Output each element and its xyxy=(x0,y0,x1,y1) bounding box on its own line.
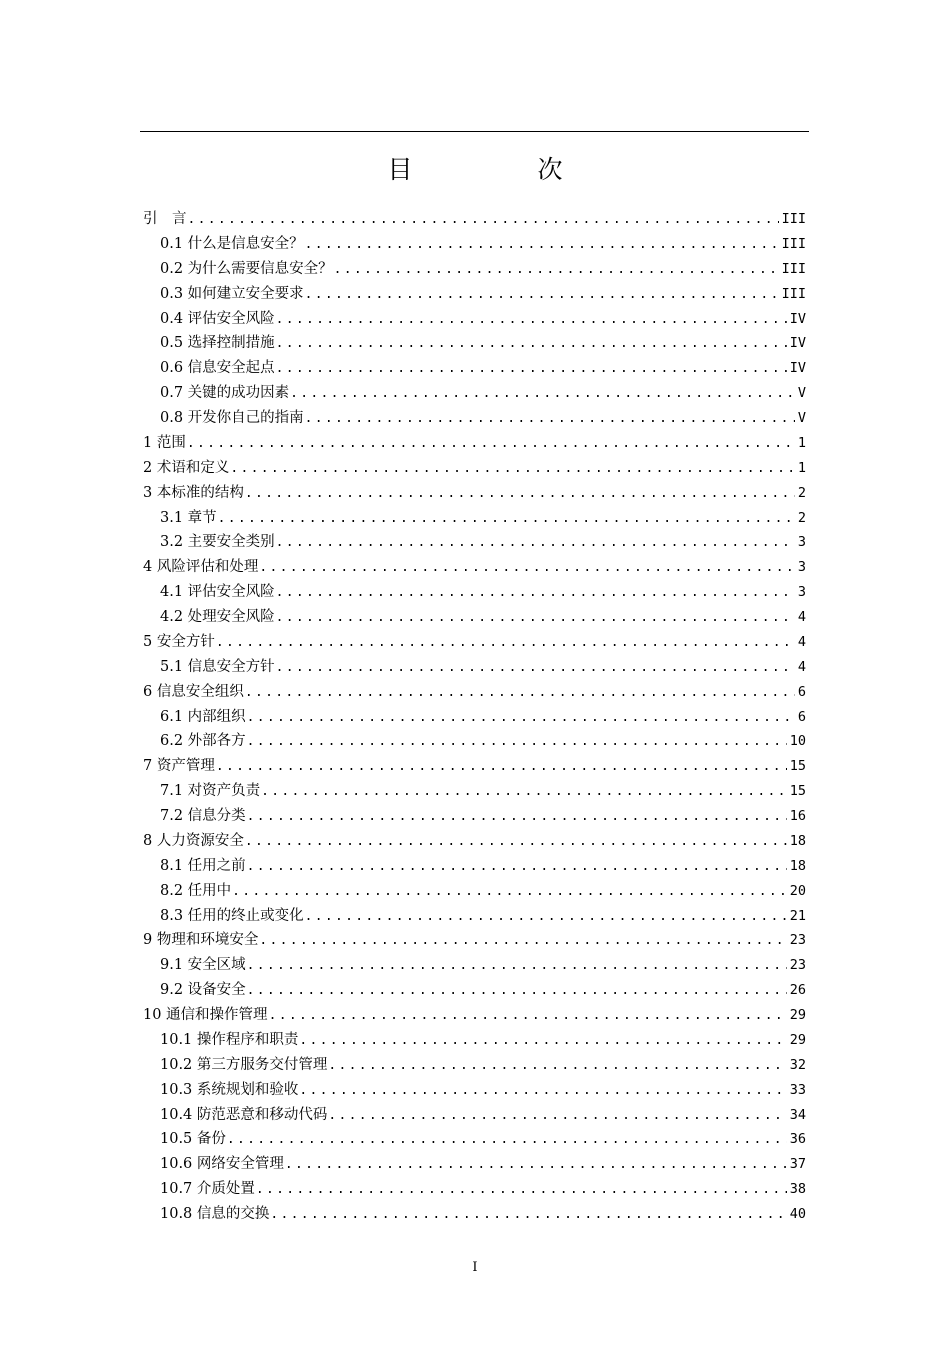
toc-leader-dots xyxy=(299,1079,786,1103)
toc-leader-dots xyxy=(299,1029,786,1053)
toc-leader-dots xyxy=(187,432,795,456)
toc-leader-dots xyxy=(276,332,787,356)
toc-entry[interactable] xyxy=(143,1078,806,1103)
toc-leader-dots xyxy=(247,954,787,978)
toc-entry-page: 4 xyxy=(797,609,806,625)
toc-entry-page: 37 xyxy=(789,1156,806,1173)
toc-entry-page: 6 xyxy=(797,683,806,700)
toc-leader-dots xyxy=(188,208,779,232)
toc-entry-page: 3 xyxy=(797,534,806,551)
toc-entry-page: IV xyxy=(789,335,806,352)
toc-leader-dots xyxy=(269,1004,787,1028)
toc-entry[interactable] xyxy=(143,356,806,381)
toc-entry-label: 9.1 安全区域 xyxy=(160,957,246,974)
toc-entry-page: 20 xyxy=(789,882,806,899)
toc-entry-label: 10 通信和操作管理 xyxy=(143,1007,268,1023)
toc-leader-dots xyxy=(276,308,787,332)
toc-entry-page: 33 xyxy=(789,1081,806,1098)
toc-leader-dots xyxy=(334,258,779,282)
toc-leader-dots xyxy=(218,507,795,531)
toc-leader-dots xyxy=(305,407,795,431)
toc-entry-label: 0.8 开发你自己的指南 xyxy=(160,410,304,426)
toc-leader-dots xyxy=(216,631,795,655)
toc-entry-label: 0.3 如何建立安全要求 xyxy=(160,285,304,302)
toc-entry[interactable] xyxy=(143,1053,806,1078)
toc-entry[interactable] xyxy=(143,282,806,307)
toc-entry-label: 0.2 为什么需要信息安全？ xyxy=(160,260,333,277)
toc-entry-page: III xyxy=(781,235,806,252)
toc-entry-label: 3.1 章节 xyxy=(160,509,217,526)
toc-entry-label: 10.2 第三方服务交付管理 xyxy=(160,1056,328,1073)
toc-entry[interactable] xyxy=(143,1152,806,1177)
toc-leader-dots xyxy=(259,929,786,953)
page-number: I xyxy=(472,1260,478,1275)
toc-entry-page: V xyxy=(797,385,806,402)
toc-entry-page: 3 xyxy=(797,559,806,576)
toc-entry[interactable] xyxy=(143,530,806,555)
toc-entry-label: 3 本标准的结构 xyxy=(143,484,244,501)
toc-entry[interactable] xyxy=(143,879,806,904)
header-rule xyxy=(140,131,809,132)
toc-entry-label: 5 安全方针 xyxy=(143,633,215,650)
toc-leader-dots xyxy=(247,979,787,1003)
toc-entry-label: 10.8 信息的交换 xyxy=(160,1206,270,1222)
toc-entry-page: IV xyxy=(789,360,806,377)
toc-entry[interactable] xyxy=(143,1003,806,1028)
toc-entry-label: 10.6 网络安全管理 xyxy=(160,1156,284,1173)
toc-entry-page: 4 xyxy=(797,658,806,675)
toc-entry-page: 2 xyxy=(797,509,806,526)
toc-entry-label: 引 言 xyxy=(143,211,187,227)
toc-leader-dots xyxy=(247,855,787,879)
toc-entry-label: 8.1 任用之前 xyxy=(160,857,246,874)
toc-entry[interactable] xyxy=(143,580,806,605)
toc-entry-page: III xyxy=(781,285,806,302)
toc-entry-label: 10.5 备份 xyxy=(160,1131,226,1148)
toc-leader-dots xyxy=(276,531,795,555)
toc-leader-dots xyxy=(227,1128,787,1152)
toc-leader-dots xyxy=(276,357,787,381)
toc-entry-label: 1 范围 xyxy=(143,434,186,451)
toc-entry-page: 15 xyxy=(789,758,806,775)
toc-entry[interactable] xyxy=(143,381,806,406)
toc-entry-label: 9.2 设备安全 xyxy=(160,982,246,999)
toc-leader-dots xyxy=(276,606,795,630)
toc-entry[interactable] xyxy=(143,904,806,929)
toc-entry-label: 7.1 对资产负责 xyxy=(160,783,261,800)
toc-leader-dots xyxy=(305,283,779,307)
toc-entry-page: 34 xyxy=(789,1106,806,1123)
toc-entry-label: 4.1 评估安全风险 xyxy=(160,584,275,601)
toc-entry-page: V xyxy=(797,410,806,426)
toc-leader-dots xyxy=(230,457,795,481)
toc-entry-page: 21 xyxy=(789,907,806,924)
toc-entry[interactable] xyxy=(143,953,806,978)
toc-entry[interactable] xyxy=(143,1127,806,1152)
toc-entry-page: 15 xyxy=(789,783,806,800)
toc-leader-dots xyxy=(270,1203,786,1227)
toc-entry[interactable] xyxy=(143,406,806,431)
toc-leader-dots xyxy=(328,1054,786,1078)
toc-leader-dots xyxy=(259,556,795,580)
table-of-contents xyxy=(143,207,806,1227)
toc-entry[interactable] xyxy=(143,1103,806,1128)
toc-entry-page: 3 xyxy=(797,584,806,601)
toc-entry[interactable] xyxy=(143,705,806,730)
toc-entry-label: 7 资产管理 xyxy=(143,758,215,775)
toc-entry-label: 10.7 介质处置 xyxy=(160,1181,255,1198)
toc-leader-dots xyxy=(276,656,795,680)
toc-entry-label: 0.1 什么是信息安全？ xyxy=(160,235,304,252)
toc-entry[interactable] xyxy=(143,680,806,705)
toc-leader-dots xyxy=(245,482,795,506)
toc-leader-dots xyxy=(256,1178,787,1202)
toc-leader-dots xyxy=(276,581,795,605)
toc-entry-label: 8.2 任用中 xyxy=(160,882,232,899)
toc-entry-page: 40 xyxy=(789,1206,806,1222)
toc-entry-page: 29 xyxy=(789,1007,806,1023)
toc-entry[interactable] xyxy=(143,207,806,232)
toc-entry-page: 36 xyxy=(789,1131,806,1148)
toc-entry[interactable] xyxy=(143,1177,806,1202)
toc-entry-page: 16 xyxy=(789,808,806,824)
toc-entry[interactable] xyxy=(143,506,806,531)
toc-entry-page: 23 xyxy=(789,932,806,949)
toc-entry-page: 1 xyxy=(797,434,806,451)
toc-leader-dots xyxy=(328,1104,786,1128)
toc-entry[interactable] xyxy=(143,779,806,804)
toc-entry-page: III xyxy=(781,260,806,277)
toc-entry-label: 6.1 内部组织 xyxy=(160,708,246,725)
toc-entry-page: 32 xyxy=(789,1056,806,1073)
toc-entry-label: 3.2 主要安全类别 xyxy=(160,534,275,551)
toc-entry[interactable] xyxy=(143,1028,806,1053)
toc-entry-label: 6.2 外部各方 xyxy=(160,733,246,750)
toc-entry-label: 9 物理和环境安全 xyxy=(143,932,259,949)
toc-leader-dots xyxy=(290,382,795,406)
toc-entry-page: 2 xyxy=(797,484,806,501)
toc-leader-dots xyxy=(245,681,795,705)
toc-entry-label: 10.4 防范恶意和移动代码 xyxy=(160,1106,328,1123)
toc-entry[interactable] xyxy=(143,754,806,779)
toc-entry-page: 23 xyxy=(789,957,806,974)
toc-leader-dots xyxy=(247,805,787,829)
toc-entry-label: 0.6 信息安全起点 xyxy=(160,360,275,377)
toc-entry-label: 0.4 评估安全风险 xyxy=(160,310,275,327)
toc-leader-dots xyxy=(247,730,787,754)
toc-entry-page: III xyxy=(781,211,806,227)
toc-entry-page: 29 xyxy=(789,1031,806,1048)
toc-entry-label: 2 术语和定义 xyxy=(143,459,230,476)
toc-entry[interactable] xyxy=(143,257,806,282)
toc-leader-dots xyxy=(247,706,795,730)
toc-entry[interactable] xyxy=(143,605,806,630)
toc-leader-dots xyxy=(245,830,787,854)
toc-leader-dots xyxy=(305,233,779,257)
toc-entry-label: 7.2 信息分类 xyxy=(160,808,246,824)
toc-entry-label: 8.3 任用的终止或变化 xyxy=(160,907,304,924)
toc-entry-label: 0.5 选择控制措施 xyxy=(160,335,275,352)
toc-entry[interactable] xyxy=(143,331,806,356)
toc-entry-label: 4 风险评估和处理 xyxy=(143,559,259,576)
toc-entry[interactable] xyxy=(143,804,806,829)
toc-entry[interactable] xyxy=(143,829,806,854)
toc-entry[interactable] xyxy=(143,854,806,879)
toc-entry-page: 1 xyxy=(797,459,806,476)
toc-entry-page: 18 xyxy=(789,857,806,874)
toc-title: 目 次 xyxy=(387,155,613,184)
toc-entry[interactable] xyxy=(143,630,806,655)
toc-entry[interactable] xyxy=(143,232,806,257)
toc-entry-label: 10.1 操作程序和职责 xyxy=(160,1031,299,1048)
toc-entry-page: 6 xyxy=(797,708,806,725)
toc-leader-dots xyxy=(261,780,787,804)
toc-entry[interactable] xyxy=(143,555,806,580)
toc-leader-dots xyxy=(285,1153,787,1177)
toc-entry-label: 10.3 系统规划和验收 xyxy=(160,1081,299,1098)
toc-entry[interactable] xyxy=(143,481,806,506)
toc-leader-dots xyxy=(216,755,787,779)
toc-entry[interactable] xyxy=(143,456,806,481)
toc-entry[interactable] xyxy=(143,729,806,754)
toc-entry[interactable] xyxy=(143,928,806,953)
toc-leader-dots xyxy=(305,905,787,929)
toc-entry[interactable] xyxy=(143,978,806,1003)
toc-entry[interactable] xyxy=(143,431,806,456)
toc-entry-label: 8 人力资源安全 xyxy=(143,832,244,849)
toc-entry-page: 38 xyxy=(789,1181,806,1198)
toc-entry-page: 4 xyxy=(797,633,806,650)
toc-entry[interactable] xyxy=(143,655,806,680)
toc-entry-page: 26 xyxy=(789,982,806,999)
toc-entry-page: IV xyxy=(789,310,806,327)
toc-entry[interactable] xyxy=(143,1202,806,1227)
toc-entry-label: 0.7 关键的成功因素 xyxy=(160,385,290,402)
toc-entry[interactable] xyxy=(143,307,806,332)
toc-entry-page: 18 xyxy=(789,832,806,849)
toc-entry-page: 10 xyxy=(789,733,806,750)
toc-entry-label: 6 信息安全组织 xyxy=(143,683,244,700)
toc-leader-dots xyxy=(232,880,787,904)
toc-entry-label: 4.2 处理安全风险 xyxy=(160,609,275,625)
toc-entry-label: 5.1 信息安全方针 xyxy=(160,658,275,675)
